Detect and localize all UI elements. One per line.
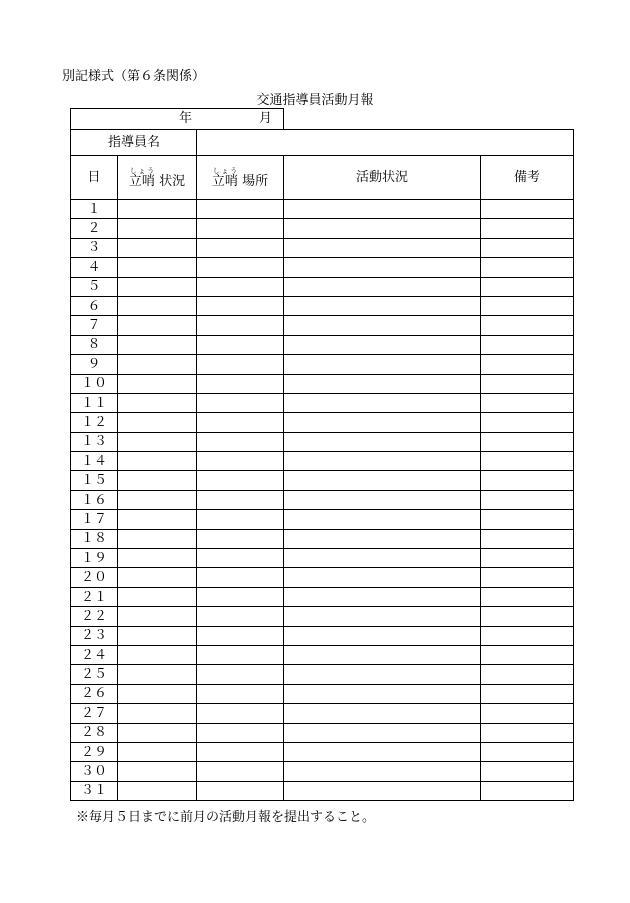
activity-cell[interactable]	[284, 704, 481, 723]
activity-cell[interactable]	[284, 219, 481, 238]
standing-place-cell[interactable]	[197, 374, 284, 393]
standing-status-cell[interactable]	[118, 529, 197, 548]
standing-place-cell[interactable]	[197, 413, 284, 432]
standing-status-cell[interactable]	[118, 238, 197, 257]
standing-place-cell[interactable]	[197, 587, 284, 606]
remarks-cell[interactable]	[481, 452, 574, 471]
day-row	[71, 742, 574, 761]
day-number-cell: １７	[71, 510, 118, 529]
day-row	[71, 219, 574, 238]
remarks-cell[interactable]	[481, 645, 574, 664]
day-number-cell: １９	[71, 549, 118, 568]
day-row	[71, 277, 574, 296]
remarks-cell[interactable]	[481, 704, 574, 723]
day-number-cell: ２６	[71, 684, 118, 703]
activity-cell[interactable]	[284, 510, 481, 529]
standing-place-cell[interactable]	[197, 549, 284, 568]
day-number-cell: ３１	[71, 781, 118, 800]
standing-status-cell[interactable]	[118, 471, 197, 490]
day-number-cell: １０	[71, 374, 118, 393]
day-number-cell: ４	[71, 258, 118, 277]
day-row	[71, 529, 574, 548]
remarks-cell[interactable]	[481, 665, 574, 684]
year-row-blank	[284, 109, 574, 130]
standing-place-cell[interactable]	[197, 432, 284, 451]
day-number-cell: ６	[71, 296, 118, 315]
day-row	[71, 684, 574, 703]
remarks-cell[interactable]	[481, 200, 574, 219]
standing-place-cell[interactable]	[197, 645, 284, 664]
standing-status-cell[interactable]	[118, 665, 197, 684]
day-row	[71, 568, 574, 587]
standing-place-cell[interactable]	[197, 723, 284, 742]
remarks-cell[interactable]	[481, 549, 574, 568]
form-label: 別記様式（第６条関係）	[62, 69, 206, 84]
day-number-cell: ９	[71, 355, 118, 374]
day-number-cell: １６	[71, 490, 118, 509]
day-row	[71, 316, 574, 335]
standing-status-cell[interactable]	[118, 296, 197, 315]
standing-status-suffix: 状況	[159, 174, 186, 189]
day-row	[71, 452, 574, 471]
standing-place-cell[interactable]	[197, 452, 284, 471]
standing-status-cell[interactable]	[118, 587, 197, 606]
remarks-cell[interactable]	[481, 374, 574, 393]
activity-cell[interactable]	[284, 452, 481, 471]
day-number-cell: ２３	[71, 626, 118, 645]
day-row	[71, 258, 574, 277]
standing-place-cell[interactable]	[197, 742, 284, 761]
standing-place-cell[interactable]	[197, 510, 284, 529]
remarks-cell[interactable]	[481, 432, 574, 451]
activity-cell[interactable]	[284, 296, 481, 315]
remarks-cell[interactable]	[481, 568, 574, 587]
activity-cell[interactable]	[284, 684, 481, 703]
activity-cell[interactable]	[284, 277, 481, 296]
remarks-cell[interactable]	[481, 762, 574, 781]
day-row	[71, 200, 574, 219]
standing-status-cell[interactable]	[118, 432, 197, 451]
day-number-cell: ７	[71, 316, 118, 335]
activity-cell[interactable]	[284, 723, 481, 742]
activity-cell[interactable]	[284, 471, 481, 490]
standing-status-cell[interactable]	[118, 645, 197, 664]
remarks-cell[interactable]	[481, 742, 574, 761]
standing-status-cell[interactable]	[118, 335, 197, 354]
standing-status-header	[118, 156, 197, 200]
day-row	[71, 549, 574, 568]
day-row	[71, 413, 574, 432]
activity-header: 活動状況	[284, 156, 481, 200]
activity-cell[interactable]	[284, 626, 481, 645]
day-row	[71, 335, 574, 354]
remarks-cell[interactable]	[481, 393, 574, 412]
standing-place-cell[interactable]	[197, 238, 284, 257]
standing-place-ruby	[211, 167, 238, 189]
remarks-cell[interactable]	[481, 529, 574, 548]
remarks-cell[interactable]	[481, 258, 574, 277]
activity-cell[interactable]	[284, 238, 481, 257]
day-row	[71, 490, 574, 509]
standing-place-cell[interactable]	[197, 781, 284, 800]
standing-place-cell[interactable]	[197, 704, 284, 723]
day-row	[71, 355, 574, 374]
year-month-row	[71, 109, 574, 130]
standing-status-cell[interactable]	[118, 510, 197, 529]
remarks-cell[interactable]	[481, 296, 574, 315]
standing-status-cell[interactable]	[118, 258, 197, 277]
standing-status-cell[interactable]	[118, 490, 197, 509]
remarks-cell[interactable]	[481, 781, 574, 800]
remarks-cell[interactable]	[481, 471, 574, 490]
activity-cell[interactable]	[284, 529, 481, 548]
standing-status-cell[interactable]	[118, 413, 197, 432]
day-number-cell: ２５	[71, 665, 118, 684]
activity-cell[interactable]	[284, 665, 481, 684]
footnote: ※毎月５日までに前月の活動月報を提出すること。	[76, 810, 376, 825]
standing-place-cell[interactable]	[197, 529, 284, 548]
day-row	[71, 626, 574, 645]
standing-place-reading: しょう	[211, 167, 238, 175]
standing-status-cell[interactable]	[118, 626, 197, 645]
activity-cell[interactable]	[284, 374, 481, 393]
day-row	[71, 471, 574, 490]
report-table	[70, 108, 574, 801]
month-label: 月	[259, 111, 273, 126]
header-row	[71, 156, 574, 200]
standing-status-cell[interactable]	[118, 742, 197, 761]
activity-cell[interactable]	[284, 568, 481, 587]
standing-status-cell[interactable]	[118, 704, 197, 723]
remarks-cell[interactable]	[481, 723, 574, 742]
day-row	[71, 665, 574, 684]
remarks-cell[interactable]	[481, 316, 574, 335]
activity-cell[interactable]	[284, 645, 481, 664]
standing-place-cell[interactable]	[197, 296, 284, 315]
activity-cell[interactable]	[284, 355, 481, 374]
day-row	[71, 374, 574, 393]
remarks-cell[interactable]	[481, 607, 574, 626]
remarks-cell[interactable]	[481, 587, 574, 606]
day-number-cell: ２０	[71, 568, 118, 587]
activity-cell[interactable]	[284, 587, 481, 606]
day-number-cell: ２２	[71, 607, 118, 626]
day-row	[71, 510, 574, 529]
instructor-name-label: 指導員名	[71, 130, 197, 156]
standing-status-cell[interactable]	[118, 200, 197, 219]
standing-place-cell[interactable]	[197, 665, 284, 684]
standing-place-cell[interactable]	[197, 277, 284, 296]
day-number-cell: １４	[71, 452, 118, 471]
standing-place-cell[interactable]	[197, 490, 284, 509]
standing-status-base: 立哨	[128, 174, 155, 189]
standing-status-cell[interactable]	[118, 762, 197, 781]
standing-status-cell[interactable]	[118, 607, 197, 626]
day-number-cell: １１	[71, 393, 118, 412]
activity-cell[interactable]	[284, 413, 481, 432]
report-sheet	[70, 108, 573, 801]
standing-status-cell[interactable]	[118, 374, 197, 393]
standing-status-cell[interactable]	[118, 316, 197, 335]
day-number-cell: ２１	[71, 587, 118, 606]
activity-cell[interactable]	[284, 258, 481, 277]
standing-status-cell[interactable]	[118, 452, 197, 471]
standing-place-cell[interactable]	[197, 258, 284, 277]
day-number-cell: ２７	[71, 704, 118, 723]
day-number-cell: １５	[71, 471, 118, 490]
activity-cell[interactable]	[284, 549, 481, 568]
instructor-name-field[interactable]	[197, 130, 574, 156]
standing-status-cell[interactable]	[118, 277, 197, 296]
day-number-cell: １	[71, 200, 118, 219]
activity-cell[interactable]	[284, 607, 481, 626]
standing-place-cell[interactable]	[197, 471, 284, 490]
standing-status-reading: しょう	[128, 167, 155, 175]
day-row	[71, 723, 574, 742]
day-row	[71, 762, 574, 781]
day-number-cell: ２	[71, 219, 118, 238]
day-row	[71, 296, 574, 315]
standing-status-cell[interactable]	[118, 549, 197, 568]
day-number-cell: １２	[71, 413, 118, 432]
activity-cell[interactable]	[284, 335, 481, 354]
activity-cell[interactable]	[284, 316, 481, 335]
standing-place-cell[interactable]	[197, 335, 284, 354]
remarks-cell[interactable]	[481, 684, 574, 703]
standing-status-cell[interactable]	[118, 393, 197, 412]
standing-status-cell[interactable]	[118, 355, 197, 374]
standing-status-cell[interactable]	[118, 684, 197, 703]
standing-place-cell[interactable]	[197, 626, 284, 645]
activity-cell[interactable]	[284, 490, 481, 509]
day-number-cell: ２４	[71, 645, 118, 664]
day-row	[71, 238, 574, 257]
day-number-cell: ８	[71, 335, 118, 354]
standing-place-cell[interactable]	[197, 316, 284, 335]
document-title: 交通指導員活動月報	[256, 93, 374, 108]
standing-place-cell[interactable]	[197, 219, 284, 238]
remarks-cell[interactable]	[481, 335, 574, 354]
day-row	[71, 704, 574, 723]
standing-place-cell[interactable]	[197, 355, 284, 374]
day-number-cell: ３０	[71, 762, 118, 781]
activity-cell[interactable]	[284, 781, 481, 800]
day-number-cell: ２８	[71, 723, 118, 742]
activity-cell[interactable]	[284, 200, 481, 219]
remarks-cell[interactable]	[481, 219, 574, 238]
standing-status-ruby	[128, 167, 155, 189]
standing-place-base: 立哨	[211, 174, 238, 189]
standing-status-cell[interactable]	[118, 781, 197, 800]
standing-place-suffix: 場所	[242, 174, 269, 189]
standing-status-cell[interactable]	[118, 219, 197, 238]
day-number-cell: ２９	[71, 742, 118, 761]
remarks-cell[interactable]	[481, 238, 574, 257]
year-month-cell[interactable]	[71, 109, 284, 130]
day-number-cell: １８	[71, 529, 118, 548]
standing-status-cell[interactable]	[118, 568, 197, 587]
standing-place-cell[interactable]	[197, 393, 284, 412]
day-header: 日	[71, 156, 118, 200]
year-label: 年	[179, 111, 193, 126]
remarks-cell[interactable]	[481, 510, 574, 529]
instructor-name-row	[71, 130, 574, 156]
day-row	[71, 432, 574, 451]
standing-place-header	[197, 156, 284, 200]
day-row	[71, 607, 574, 626]
remarks-cell[interactable]	[481, 355, 574, 374]
day-number-cell: １３	[71, 432, 118, 451]
standing-place-cell[interactable]	[197, 200, 284, 219]
remarks-cell[interactable]	[481, 490, 574, 509]
activity-cell[interactable]	[284, 432, 481, 451]
standing-status-cell[interactable]	[118, 723, 197, 742]
standing-place-cell[interactable]	[197, 762, 284, 781]
standing-place-cell[interactable]	[197, 607, 284, 626]
standing-place-cell[interactable]	[197, 568, 284, 587]
remarks-cell[interactable]	[481, 626, 574, 645]
day-number-cell: ３	[71, 238, 118, 257]
remarks-header: 備考	[481, 156, 574, 200]
activity-cell[interactable]	[284, 742, 481, 761]
remarks-cell[interactable]	[481, 277, 574, 296]
day-row	[71, 587, 574, 606]
day-number-cell: ５	[71, 277, 118, 296]
activity-cell[interactable]	[284, 762, 481, 781]
remarks-cell[interactable]	[481, 413, 574, 432]
day-row	[71, 645, 574, 664]
day-row	[71, 781, 574, 800]
standing-place-cell[interactable]	[197, 684, 284, 703]
activity-cell[interactable]	[284, 393, 481, 412]
day-row	[71, 393, 574, 412]
day-rows	[71, 200, 574, 801]
